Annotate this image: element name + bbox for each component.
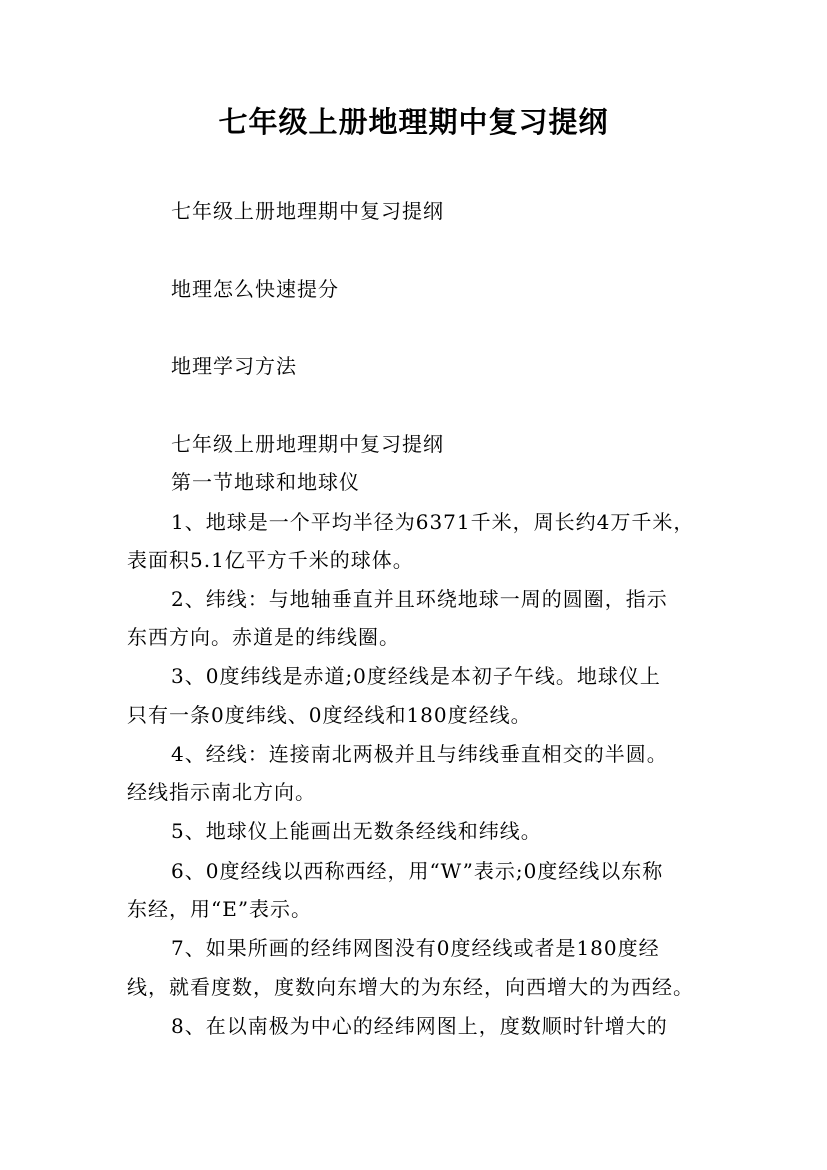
paragraph-line: 1、地球是一个平均半径为6371千米，周长约4万千米， [171, 510, 695, 534]
heading-1: 七年级上册地理期中复习提纲 [171, 199, 444, 223]
paragraph-line: 7、如果所画的经纬网图没有0度经线或者是180度经 [171, 936, 660, 960]
paragraph-line: 东经，用“E”表示。 [127, 897, 313, 921]
paragraph-line: 2、纬线：与地轴垂直并且环绕地球一周的圆圈，指示 [171, 587, 668, 611]
paragraph-line: 线，就看度数，度数向东增大的为东经，向西增大的为西经。 [127, 975, 694, 999]
heading-2: 地理怎么快速提分 [171, 277, 339, 301]
paragraph-line: 表面积5.1亿平方千米的球体。 [127, 548, 414, 572]
heading-3: 地理学习方法 [171, 354, 297, 378]
section-heading: 第一节地球和地球仪 [171, 470, 360, 494]
paragraph-line: 3、0度纬线是赤道;0度经线是本初子午线。地球仪上 [171, 664, 661, 688]
paragraph-line: 6、0度经线以西称西经，用“W”表示;0度经线以东称 [171, 859, 664, 883]
paragraph-line: 8、在以南极为中心的经纬网图上，度数顺时针增大的 [171, 1014, 668, 1038]
paragraph-line: 只有一条0度纬线、0度经线和180度经线。 [127, 703, 532, 727]
document-title: 七年级上册地理期中复习提纲 [218, 105, 609, 139]
paragraph-line: 经线指示南北方向。 [127, 780, 316, 804]
heading-4: 七年级上册地理期中复习提纲 [171, 432, 444, 456]
paragraph-line: 5、地球仪上能画出无数条经线和纬线。 [171, 819, 542, 843]
paragraph-line: 东西方向。赤道是的纬线圈。 [127, 625, 400, 649]
paragraph-line: 4、经线：连接南北两极并且与纬线垂直相交的半圆。 [171, 742, 668, 766]
